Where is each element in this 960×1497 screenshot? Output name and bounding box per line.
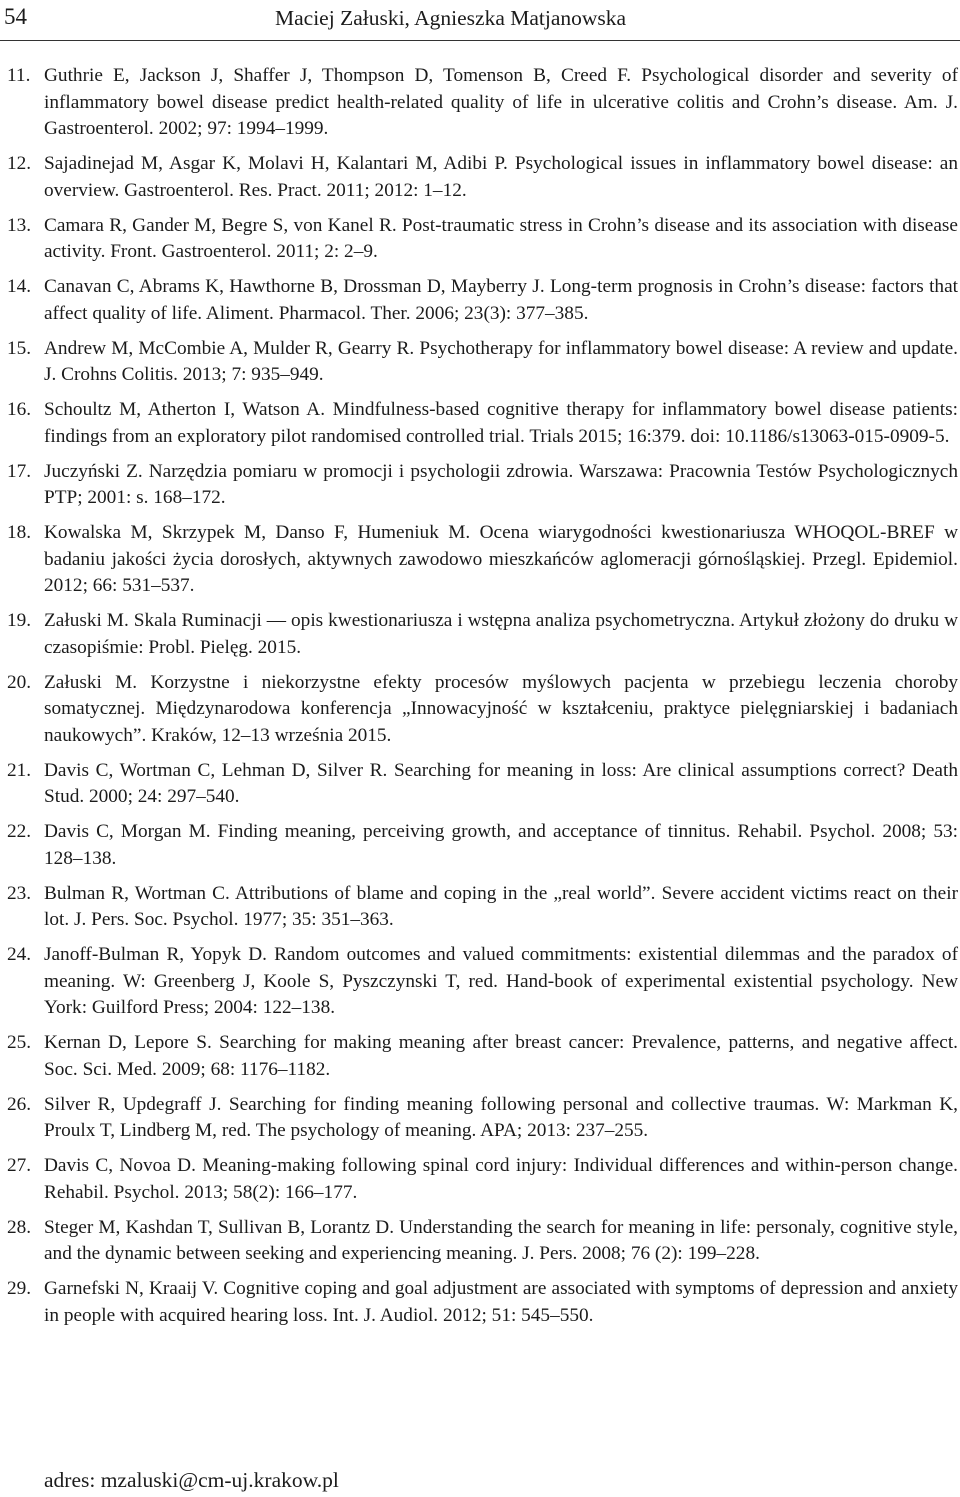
reference-number: 20. [7, 671, 32, 693]
reference-item [0, 608, 958, 661]
reference-number: 27. [7, 1155, 32, 1177]
reference-number: 17. [7, 460, 32, 482]
reference-text: Davis C, Morgan M. Finding meaning, perceiving growth, and acceptance of tinnitus. Rehabil. Psychol. 2008; 53: 128–138. [44, 821, 958, 869]
header-rule [0, 40, 960, 41]
reference-item [0, 397, 958, 450]
reference-item [0, 758, 958, 811]
reference-text: Schoultz M, Atherton I, Watson A. Mindfulness-based cognitive therapy for inflammatory bowel disease patients: findings from an exploratory pilot randomised controlled trial. Trials 2015; 16:379. doi: 10.1186/s13063-015-0909-5. [44, 399, 958, 447]
reference-text: Davis C, Wortman C, Lehman D, Silver R. Searching for meaning in loss: Are clinical assumptions correct? Death Stud. 2000; 24: 297–540. [44, 759, 958, 808]
reference-item [0, 819, 958, 872]
reference-number: 14. [7, 276, 32, 298]
reference-text: Davis C, Novoa D. Meaning-making following spinal cord injury: Individual differences and within-person change. Rehabil. Psychol. 2013; 58(2): 166–177. [44, 1155, 958, 1203]
reference-number: 21. [7, 759, 32, 781]
reference-item [0, 520, 958, 600]
reference-list [0, 63, 958, 1338]
reference-number: 12. [7, 153, 32, 175]
reference-text: Janoff-Bulman R, Yopyk D. Random outcomes and valued commitments: existential dilemmas and the paradox of meaning. W: Greenberg J, Koole S, Pyszczynski T, red. Hand-book of experimental existential psychology. New York: Guilford Press; 2004: 122–138. [44, 944, 958, 1019]
reference-text: Kernan D, Lepore S. Searching for making meaning after breast cancer: Prevalence, patterns, and negative affect. Soc. Sci. Med. 2009; 68: 1176–1182. [44, 1032, 958, 1080]
reference-item [0, 1215, 958, 1268]
reference-item [0, 1276, 958, 1329]
reference-item [0, 151, 958, 204]
reference-item [0, 213, 958, 266]
reference-number: 22. [7, 821, 32, 843]
reference-number: 29. [7, 1278, 32, 1300]
reference-number: 18. [7, 521, 32, 543]
reference-number: 28. [7, 1216, 32, 1238]
contact-address: adres: mzaluski@cm-uj.krakow.pl [44, 1468, 339, 1492]
reference-number: 13. [7, 214, 32, 236]
reference-text: Garnefski N, Kraaij V. Cognitive coping and goal adjustment are associated with symptoms of depression and anxiety in people with acquired hearing loss. Int. J. Audiol. 2012; 51: 545–550. [44, 1278, 958, 1326]
reference-text: Sajadinejad M, Asgar K, Molavi H, Kalantari M, Adibi P. Psychological issues in inflammatory bowel disease: an overview. Gastroenterol. Res. Pract. 2011; 2012: 1–12. [44, 153, 958, 201]
reference-item [0, 336, 958, 389]
reference-text: Bulman R, Wortman C. Attributions of blame and coping in the „real world”. Severe accident victims react on their lot. J. Pers. Soc. Psychol. 1977; 35: 351–363. [44, 882, 958, 931]
reference-text: Załuski M. Korzystne i niekorzystne efekty procesów myślowych pacjenta w przebiegu leczenia choroby somatycznej. Międzynarodowa konferencja „Innowacyjność w kształceniu, praktyce pielęgniarskiej i badaniach naukowych”. Kraków, 12–13 września 2015. [44, 671, 958, 746]
reference-number: 15. [7, 337, 32, 359]
reference-item [0, 670, 958, 750]
reference-text: Kowalska M, Skrzypek M, Danso F, Humeniuk M. Ocena wiarygodności kwestionariusza WHOQOL-BREF w badaniu jakości życia dorosłych, aktywnych zawodowo mieszkańców aglomeracji górnośląskiej. Przegl. Epidemiol. 2012; 66: 531–537. [44, 521, 958, 597]
reference-item [0, 63, 958, 143]
reference-item [0, 459, 958, 512]
reference-text: Silver R, Updegraff J. Searching for finding meaning following personal and collective traumas. W: Markman K, Proulx T, Lindberg M, red. The psychology of meaning. APA; 2013: 237–255. [44, 1093, 958, 1142]
reference-item [0, 274, 958, 327]
reference-text: Canavan C, Abrams K, Hawthorne B, Drossman D, Mayberry J. Long-term prognosis in Crohn’s disease: factors that affect quality of life. Aliment. Pharmacol. Ther. 2006; 23(3): 377–385. [44, 276, 958, 324]
page-header [0, 0, 960, 40]
reference-text: Guthrie E, Jackson J, Shaffer J, Thompson D, Tomenson B, Creed F. Psychological disorder and severity of inflammatory bowel disease predict health-related quality of life in ulcerative colitis and Crohn’s disease. Am. J. Gastroenterol. 2002; 97: 1994–1999. [44, 65, 958, 140]
reference-item [0, 1030, 958, 1083]
reference-text: Andrew M, McCombie A, Mulder R, Gearry R. Psychotherapy for inflammatory bowel disease: A review and update. J. Crohns Colitis. 2013; 7: 935–949. [44, 337, 958, 386]
reference-text: Camara R, Gander M, Begre S, von Kanel R. Post-traumatic stress in Crohn’s disease and its association with disease activity. Front. Gastroenterol. 2011; 2: 2–9. [44, 214, 958, 263]
reference-text: Juczyński Z. Narzędzia pomiaru w promocji i psychologii zdrowia. Warszawa: Pracownia Testów Psychologicznych PTP; 2001: s. 168–172. [44, 460, 958, 509]
reference-item [0, 881, 958, 934]
reference-number: 16. [7, 399, 32, 421]
reference-text: Steger M, Kashdan T, Sullivan B, Lorantz D. Understanding the search for meaning in life: personaly, cognitive style, and the dynamic between seeking and experiencing meaning. J. Pers. 2008; 76 (2): 199–228. [44, 1216, 958, 1265]
reference-number: 11. [7, 65, 31, 86]
reference-text: Załuski M. Skala Ruminacji — opis kwestionariusza i wstępna analiza psychometryczna. Artykuł złożony do druku w czasopiśmie: Probl. Pielęg. 2015. [44, 610, 958, 658]
reference-number: 19. [7, 610, 32, 632]
reference-number: 26. [7, 1093, 32, 1115]
reference-item [0, 942, 958, 1022]
reference-item [0, 1153, 958, 1206]
reference-number: 24. [7, 944, 32, 966]
page-number: 54 [4, 4, 27, 29]
running-head: Maciej Załuski, Agnieszka Matjanowska [275, 6, 627, 30]
reference-number: 25. [7, 1032, 32, 1054]
reference-item [0, 1092, 958, 1145]
reference-number: 23. [7, 882, 32, 904]
